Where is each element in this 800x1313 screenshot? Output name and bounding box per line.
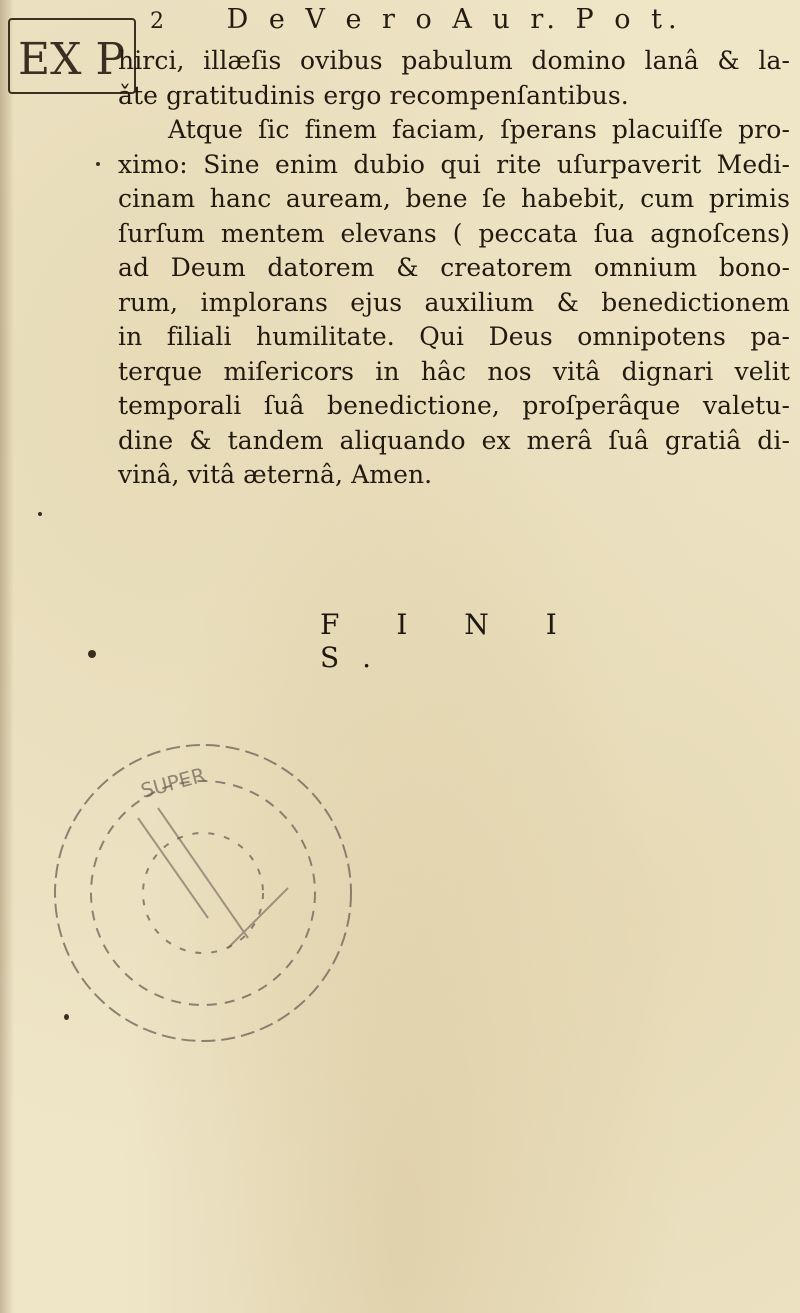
ink-speck [38, 512, 42, 516]
ink-speck [96, 162, 100, 166]
ink-speck [64, 1014, 69, 1020]
text-line: hirci, illæſis ovibus pabulum domino lanâ & la- [118, 46, 790, 75]
text-line: in filiali humilitate. Qui Deus omnipotens pa- [118, 322, 790, 351]
ex-libris-letters: EX P [18, 34, 126, 85]
ex-libris-stamp [8, 18, 136, 94]
text-line: Atque ſic finem faciam, ſperans placuiſſe pro- [168, 115, 790, 144]
ex-libris-mark [10, 20, 134, 92]
library-seal-stamp [48, 738, 358, 1048]
text-line: dine & tandem aliquando ex merâ ſuâ gratiâ di- [118, 425, 790, 455]
page-edge-shadow [0, 0, 14, 1313]
body-text [118, 44, 790, 493]
running-title: D e V e r o A u r. P o t. [226, 4, 683, 35]
page-number: 2 [150, 9, 166, 34]
text-line: ad Deum datorem & creatorem omnium bono- [118, 253, 790, 282]
text-line: terque miſericors in hâc nos vitâ dignari velit [118, 356, 790, 386]
running-header [150, 4, 790, 44]
finis-closing: F I N I S. [320, 608, 581, 674]
text-line: ǎte gratitudinis ergo recompenſantibus. [118, 80, 629, 110]
text-line: ximo: Sine enim dubio qui rite uſurpaverit Medi- [118, 149, 790, 179]
ink-speck [88, 650, 96, 658]
seal-text: SUPER [138, 762, 208, 803]
text-line: cinam hanc auream, bene ſe habebit, cum primis [118, 184, 790, 213]
text-line: temporali ſuâ benedictione, proſperâque valetu- [118, 391, 790, 420]
text-line: rum, implorans ejus auxilium & benedictionem [118, 287, 790, 317]
text-line: ſurſum mentem elevans ( peccata ſua agnoſcens) [118, 218, 790, 248]
text-line: vinâ, vitâ æternâ, Amen. [118, 460, 433, 489]
